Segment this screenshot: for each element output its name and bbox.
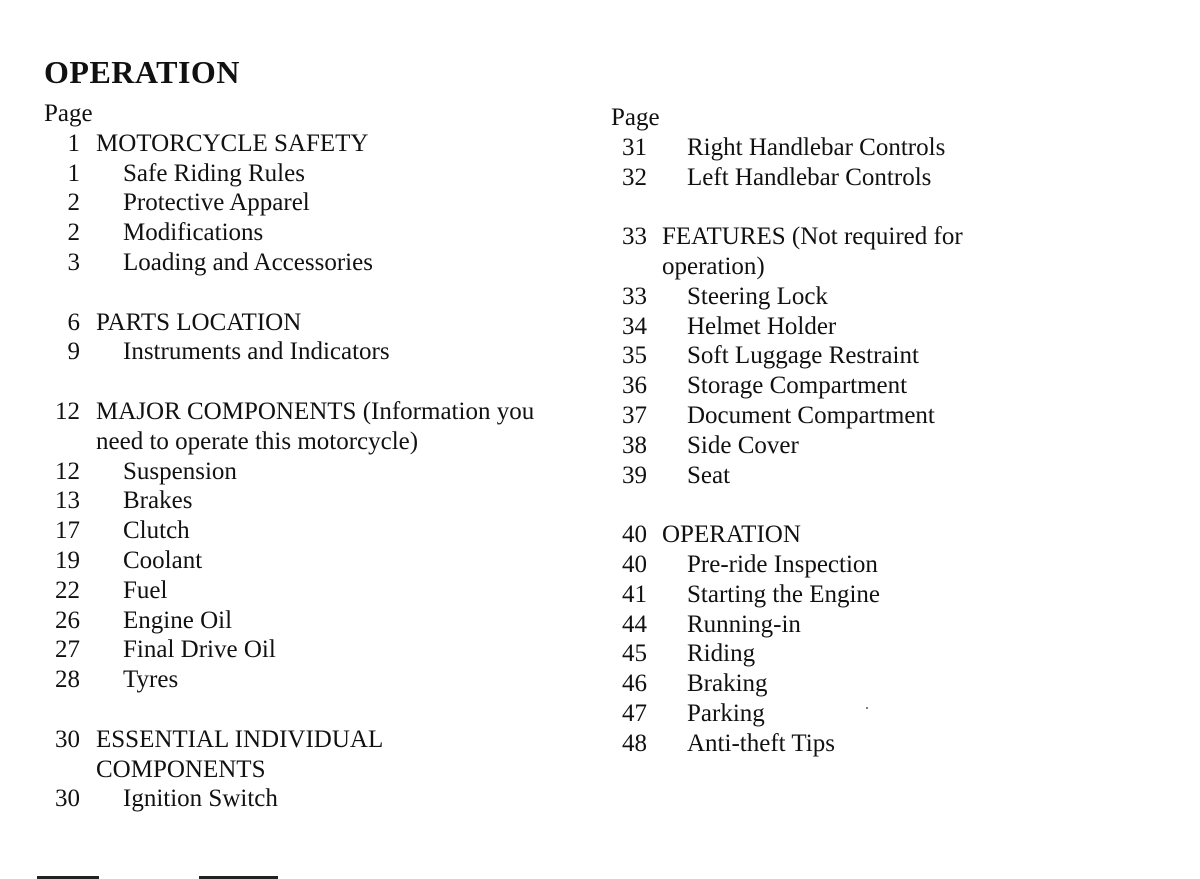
entry-label: Fuel bbox=[123, 576, 168, 604]
section-heading-row bbox=[611, 222, 1131, 282]
entry-label: Brakes bbox=[123, 487, 193, 515]
entry-label: Starting the Engine bbox=[687, 580, 881, 608]
toc-entry bbox=[44, 248, 564, 278]
section-heading: MAJOR COMPONENTS (Information you need to operate this motorcycle) bbox=[96, 397, 535, 455]
page-number: 39 bbox=[622, 461, 647, 489]
section-heading-row bbox=[44, 129, 564, 159]
toc-section bbox=[611, 520, 1131, 758]
page-number: 31 bbox=[622, 133, 647, 161]
toc-entry bbox=[44, 486, 564, 516]
page-number: 37 bbox=[622, 401, 647, 429]
page-number: 33 bbox=[622, 282, 647, 310]
toc-entry bbox=[611, 699, 1131, 729]
toc-entry bbox=[611, 610, 1131, 640]
entry-label: Soft Luggage Restraint bbox=[687, 342, 919, 370]
section-heading: MOTORCYCLE SAFETY bbox=[96, 129, 369, 157]
entry-label: Pre-ride Inspection bbox=[687, 550, 878, 578]
toc-section bbox=[44, 129, 564, 278]
page-number: 9 bbox=[67, 338, 80, 366]
page-number: 47 bbox=[622, 699, 647, 727]
page-number: 36 bbox=[622, 372, 647, 400]
entry-label: Helmet Holder bbox=[687, 312, 837, 340]
entry-label: Steering Lock bbox=[687, 282, 828, 310]
entry-label: Suspension bbox=[123, 457, 237, 485]
entry-label: Storage Compartment bbox=[687, 372, 908, 400]
entry-label: Parking bbox=[687, 699, 765, 727]
toc-right-column bbox=[611, 103, 1131, 759]
entry-label: Instruments and Indicators bbox=[123, 338, 390, 366]
toc-section bbox=[44, 308, 564, 368]
toc-section bbox=[611, 222, 1131, 490]
toc-entry bbox=[44, 784, 564, 814]
toc-entry bbox=[44, 546, 564, 576]
toc-entry bbox=[611, 312, 1131, 342]
page-number: 40 bbox=[622, 521, 647, 549]
page-number: 12 bbox=[55, 457, 80, 485]
section-heading: FEATURES (Not required for operation) bbox=[662, 223, 963, 280]
page-number: 3 bbox=[67, 248, 80, 276]
section-heading-row bbox=[44, 397, 564, 457]
toc-entry bbox=[44, 337, 564, 367]
page-number: 44 bbox=[622, 610, 647, 638]
entry-label: Seat bbox=[687, 461, 731, 489]
entry-label: Tyres bbox=[123, 666, 179, 694]
entry-label: Final Drive Oil bbox=[123, 636, 276, 664]
section-heading: ESSENTIAL INDIVIDUAL COMPONENTS bbox=[96, 725, 383, 783]
toc-left-column bbox=[44, 99, 564, 814]
section-heading-row bbox=[44, 725, 564, 785]
entry-label: Ignition Switch bbox=[123, 785, 278, 813]
page-number: 46 bbox=[622, 670, 647, 698]
section-heading-row bbox=[611, 520, 1131, 550]
page-column-label: Page bbox=[44, 100, 93, 127]
entry-label: Anti-theft Tips bbox=[687, 729, 835, 757]
page-number: 38 bbox=[622, 431, 647, 459]
toc-entry bbox=[611, 580, 1131, 610]
toc-entry bbox=[611, 729, 1131, 759]
page-number: 12 bbox=[55, 397, 80, 425]
page-column-label: Page bbox=[611, 104, 660, 131]
toc-entry bbox=[611, 550, 1131, 580]
entry-label: Safe Riding Rules bbox=[123, 159, 305, 187]
entry-label: Coolant bbox=[123, 546, 203, 574]
toc-entry bbox=[44, 188, 564, 218]
page-number: 19 bbox=[55, 546, 80, 574]
toc-section bbox=[44, 397, 564, 695]
section-heading: PARTS LOCATION bbox=[96, 308, 302, 336]
page-number: 1 bbox=[67, 129, 80, 157]
toc-entry bbox=[611, 461, 1131, 491]
page-number: 33 bbox=[622, 223, 647, 251]
page-number: 6 bbox=[67, 308, 80, 336]
page-number: 13 bbox=[55, 487, 80, 515]
page-number: 41 bbox=[622, 580, 647, 608]
toc-entry bbox=[44, 635, 564, 665]
page-number: 27 bbox=[55, 636, 80, 664]
entry-label: Document Compartment bbox=[687, 401, 935, 429]
page-number: 34 bbox=[622, 312, 647, 340]
page-number: 30 bbox=[55, 725, 80, 753]
entry-label: Left Handlebar Controls bbox=[687, 163, 932, 191]
page-number: 35 bbox=[622, 342, 647, 370]
entry-label: Side Cover bbox=[687, 431, 799, 459]
entry-label: Braking bbox=[687, 670, 768, 698]
page-number: 2 bbox=[67, 219, 80, 247]
scan-speck bbox=[866, 707, 868, 709]
section-heading: OPERATION bbox=[662, 521, 801, 549]
entry-label: Loading and Accessories bbox=[123, 248, 373, 276]
entry-label: Running-in bbox=[687, 610, 801, 638]
entry-label: Engine Oil bbox=[123, 606, 233, 634]
toc-entry bbox=[44, 516, 564, 546]
toc-entry bbox=[44, 606, 564, 636]
page-number: 26 bbox=[55, 606, 80, 634]
entry-label: Protective Apparel bbox=[123, 189, 310, 217]
page-title: OPERATION bbox=[44, 54, 240, 90]
toc-entry bbox=[611, 133, 1131, 163]
toc-entry bbox=[611, 431, 1131, 461]
toc-entry bbox=[44, 159, 564, 189]
toc-section bbox=[44, 725, 564, 814]
entry-label: Riding bbox=[687, 640, 756, 668]
page-number: 32 bbox=[622, 163, 647, 191]
page-number: 48 bbox=[622, 729, 647, 757]
page-number: 45 bbox=[622, 640, 647, 668]
page-number: 40 bbox=[622, 550, 647, 578]
toc-entry bbox=[44, 576, 564, 606]
toc-entry bbox=[44, 218, 564, 248]
toc-entry bbox=[611, 282, 1131, 312]
toc-entry bbox=[611, 401, 1131, 431]
page-number: 30 bbox=[55, 785, 80, 813]
page-number: 1 bbox=[67, 159, 80, 187]
section-heading-row bbox=[44, 308, 564, 338]
entry-label: Right Handlebar Controls bbox=[687, 133, 946, 161]
toc-entry bbox=[44, 457, 564, 487]
toc-entry bbox=[611, 163, 1131, 193]
toc-entry bbox=[44, 665, 564, 695]
toc-entry bbox=[611, 669, 1131, 699]
toc-entry bbox=[611, 639, 1131, 669]
entry-label: Clutch bbox=[123, 517, 190, 545]
toc-section bbox=[611, 133, 1131, 193]
toc-entry bbox=[611, 341, 1131, 371]
toc-entry bbox=[611, 371, 1131, 401]
page-number: 2 bbox=[67, 189, 80, 217]
page-number: 17 bbox=[55, 517, 80, 545]
page-number: 28 bbox=[55, 666, 80, 694]
entry-label: Modifications bbox=[123, 219, 264, 247]
page-number: 22 bbox=[55, 576, 80, 604]
